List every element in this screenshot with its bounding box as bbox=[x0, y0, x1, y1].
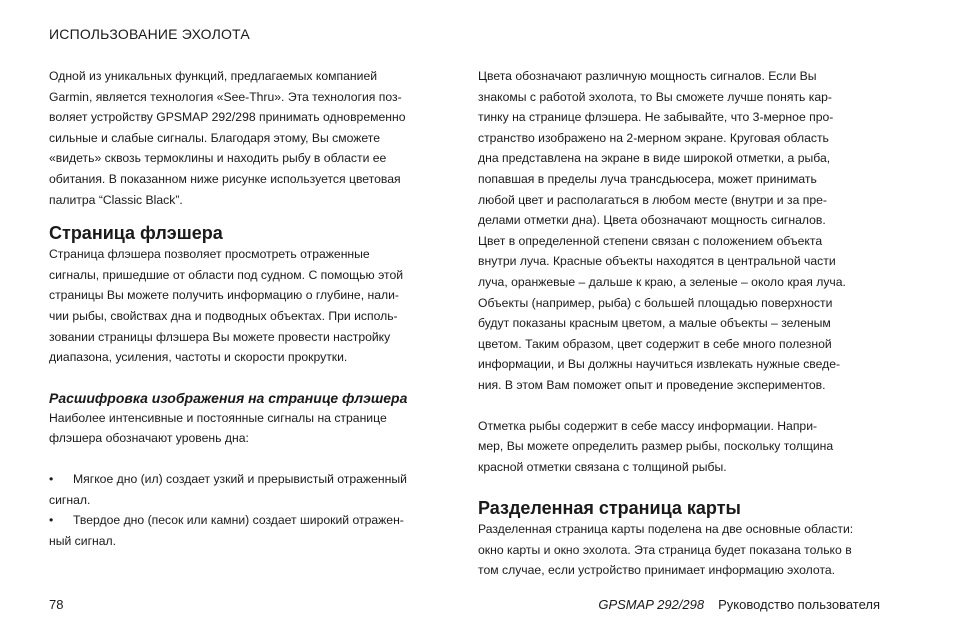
decode-subheading: Расшифровка изображения на странице флэшера bbox=[49, 389, 408, 406]
text-line: попавшая в пределы луча трансдьюсера, может принимать bbox=[478, 171, 817, 186]
right-column bbox=[478, 66, 888, 581]
text-line: ния. В этом Вам поможет опыт и проведение экспериментов. bbox=[478, 377, 826, 392]
text-line: мер, Вы можете определить размер рыбы, поскольку толщина bbox=[478, 439, 834, 454]
left-column bbox=[49, 66, 454, 551]
text-line: красной отметки связана с толщиной рыбы. bbox=[478, 459, 727, 474]
text-line: обитания. В показанном ниже рисунке используется цветовая bbox=[49, 171, 401, 186]
flasher-paragraph bbox=[49, 244, 454, 368]
decode-paragraph bbox=[49, 408, 454, 449]
text-line: будут показаны красным цветом, а малые объекты – зеленым bbox=[478, 316, 831, 331]
text-line: Разделенная страница карты поделена на две основные области: bbox=[478, 522, 854, 537]
text-line: чии рыбы, свойствах дна и подводных объектах. При исполь- bbox=[49, 308, 398, 323]
intro-paragraph bbox=[49, 66, 454, 210]
text-line: Цвета обозначают различную мощность сигналов. Если Вы bbox=[478, 69, 817, 83]
text-line: Страница флэшера позволяет просмотреть отраженные bbox=[49, 247, 370, 262]
text-line: знакомы с работой эхолота, то Вы сможете лучше понять кар- bbox=[478, 89, 832, 104]
footer-title bbox=[598, 597, 880, 612]
text-line: диапазона, усиления, частоты и скорости прокрутки. bbox=[49, 350, 348, 365]
text-line: флэшера обозначают уровень дна: bbox=[49, 431, 249, 446]
text-line: делами отметки дна). Цвета обозначают мощность сигналов. bbox=[478, 213, 826, 228]
text-line: Твердое дно (песок или камни) создает широкий отражен- bbox=[73, 513, 404, 528]
flasher-page-heading: Страница флэшера bbox=[49, 223, 223, 244]
text-line: том случае, если устройство принимает информацию эхолота. bbox=[478, 563, 836, 578]
text-line: дна представлена на экране в виде широкой отметки, а рыба, bbox=[478, 151, 831, 166]
fish-paragraph bbox=[478, 416, 888, 478]
text-line: сигналы, пришедшие от области под судном. С помощью этой bbox=[49, 267, 404, 282]
text-line: Наиболее интенсивные и постоянные сигналы на странице bbox=[49, 410, 387, 425]
colors-paragraph bbox=[478, 66, 888, 396]
text-line: информации, и Вы должны научиться извлекать нужные сведе- bbox=[478, 357, 841, 372]
manual-name: Руководство пользователя bbox=[718, 597, 880, 612]
text-line: ный сигнал. bbox=[49, 533, 117, 548]
text-line: луча, оранжевые – дальше к краю, а зеленые – около края луча. bbox=[478, 274, 846, 289]
text-line: тинку на странице флэшера. Не забывайте, что 3-мерное про- bbox=[478, 110, 834, 125]
split-map-paragraph bbox=[478, 519, 888, 581]
bullet-item bbox=[49, 469, 454, 510]
text-line: любой цвет и располагаться в любом месте (внутри и за пре- bbox=[478, 192, 827, 207]
text-line: цветом. Таким образом, цвет содержит в себе много полезной bbox=[478, 336, 832, 351]
text-line: внутри луча. Красные объекты находятся в центральной части bbox=[478, 254, 836, 269]
text-line: страницы Вы можете получить информацию о глубине, нали- bbox=[49, 288, 399, 303]
text-line: окно карты и окно эхолота. Эта страница будет показана только в bbox=[478, 542, 852, 557]
text-line: «видеть» сквозь термоклины и находить рыбу в области ее bbox=[49, 151, 387, 166]
text-line: Объекты (например, рыба) с большей площадью поверхности bbox=[478, 295, 833, 310]
text-line: Мягкое дно (ил) создает узкий и прерывистый отраженный bbox=[73, 471, 407, 486]
model-name: GPSMAP 292/298 bbox=[598, 597, 705, 612]
text-line: странство изображено на 2-мерном экране. Круговая область bbox=[478, 130, 829, 145]
text-line: сильные и слабые сигналы. Благодаря этому, Вы сможете bbox=[49, 130, 381, 145]
text-line: Garmin, является технология «See-Thru». Эта технология поз- bbox=[49, 89, 402, 104]
text-line: зовании страницы флэшера Вы можете провести настройку bbox=[49, 329, 391, 344]
text-line: Одной из уникальных функций, предлагаемых компанией bbox=[49, 69, 378, 83]
text-line: сигнал. bbox=[49, 492, 91, 507]
page-number: 78 bbox=[49, 597, 64, 612]
bullet-icon: • bbox=[49, 513, 54, 528]
text-line: воляет устройству GPSMAP 292/298 принимать одновременно bbox=[49, 110, 406, 125]
text-line: палитра “Classic Black”. bbox=[49, 192, 183, 207]
section-header: ИСПОЛЬЗОВАНИЕ ЭХОЛОТА bbox=[49, 26, 250, 42]
text-line: Отметка рыбы содержит в себе массу информации. Напри- bbox=[478, 418, 818, 433]
text-line: Цвет в определенной степени связан с положением объекта bbox=[478, 233, 823, 248]
split-map-heading: Разделенная страница карты bbox=[478, 498, 741, 519]
bullet-icon: • bbox=[49, 471, 54, 486]
bullet-item bbox=[49, 510, 454, 551]
